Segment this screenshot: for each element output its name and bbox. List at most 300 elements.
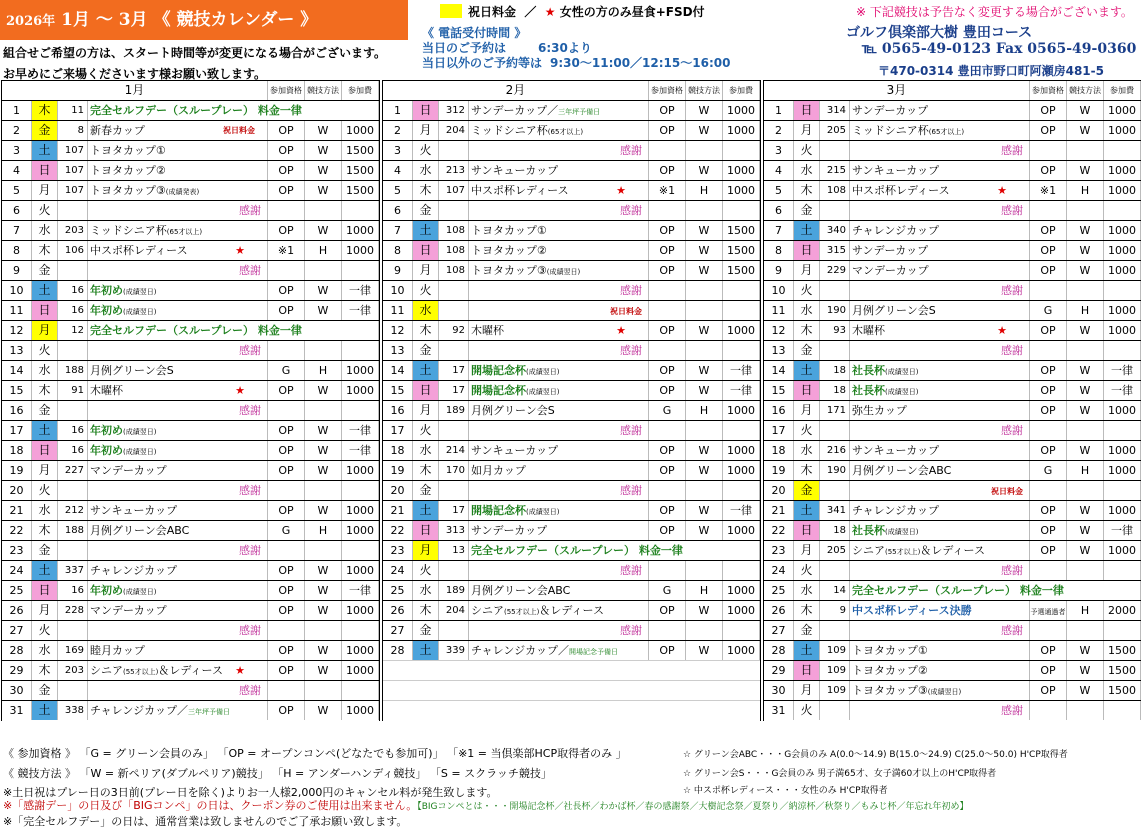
event-code [58, 201, 88, 220]
event-name-text: ミッドシニア杯 [471, 124, 548, 137]
event-name-text-2: ＆レディース [158, 664, 223, 677]
event-name [88, 261, 268, 280]
day-of-week [413, 261, 439, 280]
calendar-row [383, 340, 760, 360]
title-main: 《 競技カレンダー 》 [153, 10, 318, 30]
day-of-week [413, 521, 439, 540]
method [686, 641, 723, 660]
day-of-week-text: 日 [800, 523, 813, 537]
eligibility [268, 621, 305, 640]
eligibility-text: OP [659, 164, 675, 177]
event-code-text: 229 [826, 265, 846, 276]
fee-text: 1000 [346, 604, 374, 617]
event-code-text: 339 [445, 645, 465, 656]
method [305, 661, 342, 680]
month-name [383, 81, 649, 100]
day-number-text: 2 [775, 124, 782, 137]
header-elig-text: 参加資格 [270, 86, 302, 95]
event-code [439, 641, 469, 660]
method [686, 621, 723, 640]
event-name [88, 701, 268, 720]
day-of-week-text: 月 [419, 403, 432, 417]
fee-text: 1500 [346, 164, 374, 177]
header-elig [1030, 81, 1067, 100]
day-number [764, 141, 794, 160]
event-name [469, 201, 649, 220]
header-fee-text: 参加費 [1110, 86, 1134, 95]
event-code [58, 461, 88, 480]
day-of-week [794, 621, 820, 640]
eligibility [268, 181, 305, 200]
fee [723, 241, 760, 260]
eligibility-text: OP [1040, 264, 1056, 277]
day-of-week [794, 261, 820, 280]
day-of-week [413, 581, 439, 600]
calendar-row [764, 400, 1141, 420]
method [1067, 541, 1104, 560]
day-of-week-text: 日 [38, 303, 51, 317]
fee [342, 681, 379, 700]
method-text: W [1079, 384, 1091, 397]
day-number-text: 12 [390, 324, 405, 337]
method [305, 561, 342, 580]
fee-text: 1000 [346, 664, 374, 677]
day-of-week [32, 201, 58, 220]
event-name-text: トヨタカップ② [90, 164, 166, 177]
holiday-price-tag: 祝日料金 [991, 487, 1023, 496]
day-of-week-text: 水 [800, 163, 813, 177]
method [686, 521, 723, 540]
method [1067, 521, 1104, 540]
phone-line1-label: 当日のご予約は [422, 41, 507, 55]
method [1067, 261, 1104, 280]
event-name [88, 661, 268, 680]
eligibility-text: G [662, 404, 672, 417]
thanks-day-text: 感謝 [1001, 204, 1023, 217]
eligibility [268, 121, 305, 140]
header-elig-text: 参加資格 [1032, 86, 1064, 95]
event-code [820, 261, 850, 280]
method [305, 241, 342, 260]
event-name-text: サンキューカップ [852, 444, 940, 457]
eligibility-text: OP [1040, 504, 1056, 517]
day-of-week-text: 水 [38, 363, 51, 377]
event-code [58, 181, 88, 200]
day-of-week [32, 281, 58, 300]
fee-text: 1000 [727, 124, 755, 137]
day-of-week-text: 金 [38, 403, 51, 417]
day-number [383, 561, 413, 580]
fee [723, 421, 760, 440]
event-name [850, 361, 1030, 380]
day-of-week-text: 月 [38, 603, 51, 617]
event-code-text: 212 [64, 505, 84, 516]
method-text: W [1079, 324, 1091, 337]
event-name [469, 421, 649, 440]
day-number-text: 27 [771, 624, 786, 637]
day-of-week [794, 281, 820, 300]
event-code-text: 190 [826, 465, 846, 476]
method [686, 561, 723, 580]
event-code-text: 340 [826, 225, 846, 236]
day-of-week [794, 321, 820, 340]
fee [1104, 681, 1141, 700]
event-name [469, 541, 760, 560]
day-number [764, 661, 794, 680]
day-number-text: 4 [775, 164, 782, 177]
calendar-row [764, 320, 1141, 340]
day-number-text: 22 [771, 524, 786, 537]
day-of-week-text: 日 [38, 583, 51, 597]
day-number-text: 25 [390, 584, 405, 597]
method [1067, 421, 1104, 440]
method [1067, 221, 1104, 240]
calendar-row [764, 620, 1141, 640]
day-number-text: 22 [390, 524, 405, 537]
day-number [2, 421, 32, 440]
eligibility [649, 581, 686, 600]
eligibility [649, 441, 686, 460]
event-code [820, 681, 850, 700]
method [1067, 341, 1104, 360]
method-text: H [318, 524, 328, 537]
calendar-row [2, 160, 379, 180]
eligibility-text: 予選通過者 [1030, 608, 1066, 616]
event-code [58, 421, 88, 440]
calendar-row [2, 360, 379, 380]
event-code-text: 91 [71, 385, 84, 396]
method [1067, 141, 1104, 160]
event-code [58, 161, 88, 180]
method [1067, 441, 1104, 460]
day-of-week-text: 木 [419, 323, 432, 337]
event-name-text: 開場記念杯 [471, 504, 526, 517]
day-of-week [32, 481, 58, 500]
method [686, 221, 723, 240]
event-name [88, 341, 268, 360]
footer-right-1: ☆ グリーン会ABC・・・G会員のみ A(0.0～14.9) B(15.0～24.9) C(25.0～50.0) H'CP取得者 [683, 750, 1068, 760]
fee [723, 501, 760, 520]
event-name-text: マンデーカップ [90, 464, 167, 477]
day-of-week-text: 土 [800, 223, 813, 237]
method-text: W [698, 324, 710, 337]
day-of-week [413, 241, 439, 260]
eligibility [268, 641, 305, 660]
footer-method: 《 競技方法 》 「W = 新ペリア(ダブルペリア)競技」 「H = アンダーハンディ競技」 「S = スクラッチ競技」 [3, 767, 552, 780]
day-of-week-text: 日 [38, 163, 51, 177]
day-of-week-text: 木 [419, 603, 432, 617]
day-of-week [32, 301, 58, 320]
eligibility [649, 521, 686, 540]
method-text: W [698, 604, 710, 617]
day-of-week-text: 火 [38, 483, 51, 497]
method [305, 601, 342, 620]
fee [1104, 201, 1141, 220]
event-name-text: 如月カップ [471, 464, 526, 477]
day-number [2, 241, 32, 260]
eligibility [1030, 661, 1067, 680]
eligibility [268, 421, 305, 440]
event-name [88, 141, 268, 160]
day-number [2, 541, 32, 560]
day-of-week-text: 土 [419, 643, 432, 657]
event-code [439, 161, 469, 180]
day-number-text: 4 [394, 164, 401, 177]
thanks-day-text: 感謝 [620, 144, 642, 157]
event-code [820, 221, 850, 240]
day-of-week [794, 341, 820, 360]
eligibility-text: OP [1040, 224, 1056, 237]
eligibility [649, 181, 686, 200]
day-of-week [413, 161, 439, 180]
event-name-text: チャレンジカップ／ [90, 704, 189, 717]
day-number-text: 3 [13, 144, 20, 157]
event-name [469, 601, 649, 620]
event-name-text: 社長杯 [852, 524, 885, 537]
day-number [764, 241, 794, 260]
fee [1104, 101, 1141, 120]
day-number [383, 101, 413, 120]
day-of-week [794, 441, 820, 460]
event-name [88, 281, 268, 300]
event-sub-text: (成績発表) [165, 188, 200, 196]
method-text: H [318, 244, 328, 257]
day-number [383, 501, 413, 520]
day-of-week-text: 金 [419, 483, 432, 497]
day-of-week [413, 361, 439, 380]
header-fee-text: 参加費 [729, 86, 753, 95]
calendar-row [764, 140, 1141, 160]
event-code-text: 107 [64, 165, 84, 176]
month-header-row [383, 80, 760, 100]
eligibility-text: OP [659, 264, 675, 277]
star-icon: ★ [235, 244, 245, 257]
fee [1104, 501, 1141, 520]
event-code-text: 16 [71, 445, 84, 456]
calendar-row [2, 220, 379, 240]
eligibility [1030, 701, 1067, 720]
day-of-week-text: 金 [800, 203, 813, 217]
event-name [88, 461, 268, 480]
day-of-week-text: 木 [38, 103, 51, 117]
eligibility [649, 161, 686, 180]
event-code [58, 521, 88, 540]
fee-text: 1000 [346, 124, 374, 137]
fee-text: 1000 [727, 644, 755, 657]
day-of-week [794, 681, 820, 700]
day-of-week [794, 181, 820, 200]
eligibility-text: G [281, 524, 291, 537]
day-number [764, 621, 794, 640]
method [305, 421, 342, 440]
day-of-week-text: 水 [419, 583, 432, 597]
event-code [820, 441, 850, 460]
event-name [850, 421, 1030, 440]
method [686, 101, 723, 120]
day-of-week [32, 101, 58, 120]
day-number [764, 261, 794, 280]
method [305, 221, 342, 240]
event-code [58, 621, 88, 640]
calendar-row [764, 440, 1141, 460]
day-of-week-text: 木 [38, 243, 51, 257]
day-of-week [794, 201, 820, 220]
eligibility [649, 321, 686, 340]
day-of-week-text: 土 [38, 283, 51, 297]
event-code [820, 481, 850, 500]
calendar-row [383, 560, 760, 580]
day-of-week-text: 日 [800, 663, 813, 677]
event-code-text: 204 [445, 605, 465, 616]
event-code [58, 441, 88, 460]
day-number-text: 8 [775, 244, 782, 257]
day-number-text: 10 [9, 284, 24, 297]
method-text: W [698, 384, 710, 397]
fee [342, 541, 379, 560]
fee [342, 301, 379, 320]
event-name [88, 381, 268, 400]
fee [1104, 281, 1141, 300]
day-of-week [794, 421, 820, 440]
thanks-day-text: 感謝 [1001, 704, 1023, 717]
event-sub-text: (成績翌日) [123, 308, 157, 316]
event-code [820, 561, 850, 580]
event-code-text: 18 [833, 385, 846, 396]
event-name-text: 弥生カップ [852, 404, 907, 417]
method-text: W [317, 124, 329, 137]
event-code [58, 301, 88, 320]
event-code-text: 205 [826, 545, 846, 556]
event-name-text: 木曜杯 [471, 324, 504, 337]
calendar-row [2, 320, 379, 340]
event-code-text: 189 [445, 405, 465, 416]
day-of-week-text: 火 [800, 423, 813, 437]
method [686, 321, 723, 340]
fee-text: 1500 [727, 224, 755, 237]
fee [342, 601, 379, 620]
day-of-week [413, 561, 439, 580]
eligibility [649, 261, 686, 280]
event-code-text: 9 [839, 605, 846, 616]
event-code [820, 121, 850, 140]
event-name-text: 社長杯 [852, 384, 885, 397]
eligibility-text: OP [1040, 104, 1056, 117]
day-number [2, 441, 32, 460]
eligibility [1030, 441, 1067, 460]
thanks-day-text: 感謝 [620, 484, 642, 497]
event-name [88, 121, 268, 140]
day-number [383, 161, 413, 180]
day-of-week [794, 361, 820, 380]
day-number-text: 15 [390, 384, 405, 397]
day-number [383, 261, 413, 280]
event-code [58, 281, 88, 300]
fee [1104, 461, 1141, 480]
method [305, 621, 342, 640]
day-of-week-text: 水 [800, 583, 813, 597]
event-sub-text: (成績翌日) [123, 588, 157, 596]
event-name [469, 501, 649, 520]
day-number-text: 29 [771, 664, 786, 677]
day-number-text: 10 [771, 284, 786, 297]
eligibility [268, 501, 305, 520]
day-number [2, 481, 32, 500]
fee [1104, 561, 1141, 580]
fee [1104, 301, 1141, 320]
day-number [383, 401, 413, 420]
event-code [439, 401, 469, 420]
event-sub-text: (成績翌日) [526, 508, 560, 516]
day-number-text: 13 [390, 344, 405, 357]
day-of-week [32, 661, 58, 680]
event-code-text: 8 [77, 125, 84, 136]
event-name [88, 101, 379, 120]
fee-text: 1000 [346, 564, 374, 577]
method [1067, 281, 1104, 300]
method [1067, 661, 1104, 680]
event-code [439, 421, 469, 440]
event-name [88, 441, 268, 460]
day-of-week [794, 481, 820, 500]
day-number-text: 28 [390, 644, 405, 657]
method [686, 481, 723, 500]
month-table [763, 80, 1141, 721]
eligibility [649, 241, 686, 260]
event-name [850, 581, 1141, 600]
event-name [850, 401, 1030, 420]
fee-text: 一律 [1111, 524, 1133, 537]
event-code-text: 204 [445, 125, 465, 136]
calendar-row [383, 500, 760, 520]
eligibility [1030, 501, 1067, 520]
day-number [2, 701, 32, 720]
day-number [383, 221, 413, 240]
day-of-week-text: 水 [38, 223, 51, 237]
event-name-text: トヨタカップ① [471, 224, 547, 237]
day-number-text: 6 [13, 204, 20, 217]
event-code [439, 541, 469, 560]
method [305, 281, 342, 300]
event-code-text: 93 [833, 325, 846, 336]
day-of-week-text: 月 [800, 263, 813, 277]
eligibility-text: G [1043, 304, 1053, 317]
event-name-text: 中スポ杯レディース [852, 184, 950, 197]
method-text: W [698, 444, 710, 457]
fee-text: 1000 [727, 464, 755, 477]
calendar-row-empty [383, 660, 760, 680]
calendar-row [764, 660, 1141, 680]
eligibility [649, 401, 686, 420]
method-text: W [1079, 684, 1091, 697]
eligibility-text: ※1 [658, 184, 676, 197]
event-name [88, 361, 268, 380]
day-of-week-text: 木 [800, 323, 813, 337]
day-number-text: 23 [9, 544, 24, 557]
event-code [820, 521, 850, 540]
event-code [820, 141, 850, 160]
day-of-week-text: 木 [800, 603, 813, 617]
day-number [2, 121, 32, 140]
fee [342, 621, 379, 640]
event-code [439, 441, 469, 460]
day-number-text: 5 [13, 184, 20, 197]
calendar-row [764, 580, 1141, 600]
club-name: ゴルフ倶楽部大樹 豊田コース [846, 25, 1033, 41]
event-code-text: 314 [826, 105, 846, 116]
calendar-row [764, 340, 1141, 360]
eligibility [1030, 541, 1067, 560]
calendar-row [2, 400, 379, 420]
